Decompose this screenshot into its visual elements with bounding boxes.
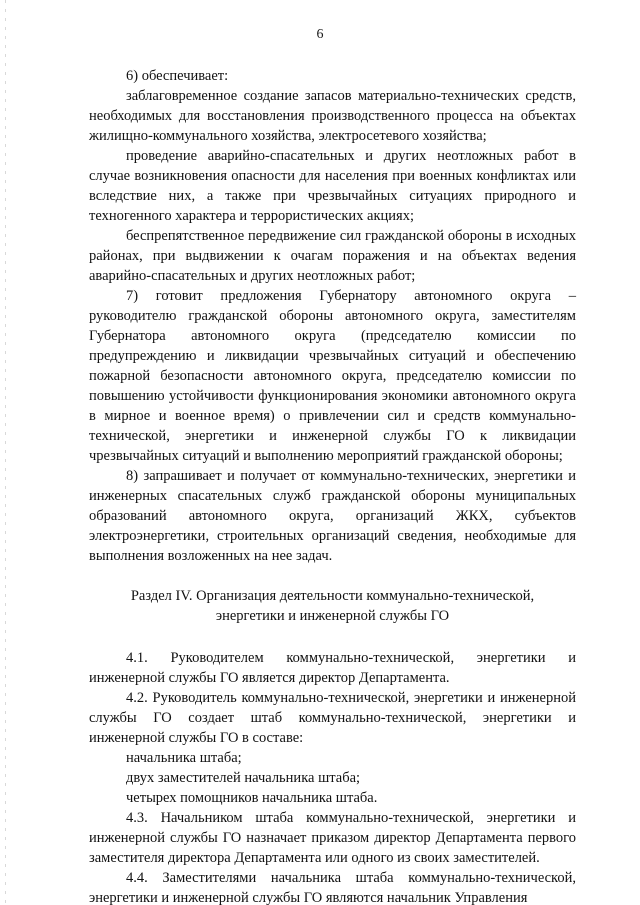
paragraph: 4.4. Заместителями начальника штаба коммунально-технической, энергетики и инженерной службы ГО являются начальник Управления xyxy=(89,870,576,905)
section-heading-line-2: энергетики и инженерной службы ГО xyxy=(215,608,450,624)
paragraph: 4.2. Руководитель коммунально-технической, энергетики и инженерной службы ГО создает штаб коммунально-технической, энергетики и инженерной службы ГО в составе: xyxy=(89,690,576,746)
paragraph: 8) запрашивает и получает от коммунально-технических, энергетики и инженерных спасательных служб гражданской обороны муниципальных образований автономного округа, организаций ЖКХ, субъектов электроэнергетики, строительных организаций сведения, необходимые для выполнения возложенных на нее задач. xyxy=(89,468,576,564)
list-item: двух заместителей начальника штаба; xyxy=(126,770,361,786)
scan-edge-mark xyxy=(5,0,6,905)
paragraph: заблаговременное создание запасов материально-технических средств, необходимых для восстановления производственного процесса на объектах жилищно-коммунального хозяйства, электросетевого хозяйства; xyxy=(89,88,576,144)
document-body xyxy=(89,66,576,905)
section-heading-line-1: Раздел IV. Организация деятельности коммунально-технической, xyxy=(130,588,535,604)
page-number: 6 xyxy=(316,27,324,42)
list-item: начальника штаба; xyxy=(126,750,242,766)
paragraph: 4.3. Начальником штаба коммунально-технической, энергетики и инженерной службы ГО назначает приказом директор Департамента первого заместителя директора Департамента или одного из своих заместителей. xyxy=(89,810,576,866)
paragraph: проведение аварийно-спасательных и других неотложных работ в случае возникновения опасности для населения при военных конфликтах или вследствие них, а также при чрезвычайных ситуациях природного и техногенного характера и террористических акциях; xyxy=(89,148,576,224)
paragraph: 6) обеспечивает: xyxy=(126,68,229,84)
section-heading xyxy=(89,586,576,626)
paragraph: беспрепятственное передвижение сил гражданской обороны в исходных районах, при выдвижении к очагам поражения и на объектах ведения аварийно-спасательных и других неотложных работ; xyxy=(89,228,576,284)
list-item: четырех помощников начальника штаба. xyxy=(126,790,378,806)
paragraph: 4.1. Руководителем коммунально-технической, энергетики и инженерной службы ГО является директор Департамента. xyxy=(89,650,576,686)
paragraph: 7) готовит предложения Губернатору автономного округа – руководителю гражданской обороны автономного округа, заместителям Губернатора автономного округа (председателю комиссии по предупреждению и ликвидации чрезвычайных ситуаций и обеспечению пожарной безопасности автономного округа, председателю комиссии по повышению устойчивости функционирования экономики автономного округа в мирное и военное время) о привлечении сил и средств коммунально-технической, энергетики и инженерной службы ГО к ликвидации чрезвычайных ситуаций и выполнению мероприятий гражданской обороны; xyxy=(89,288,576,464)
